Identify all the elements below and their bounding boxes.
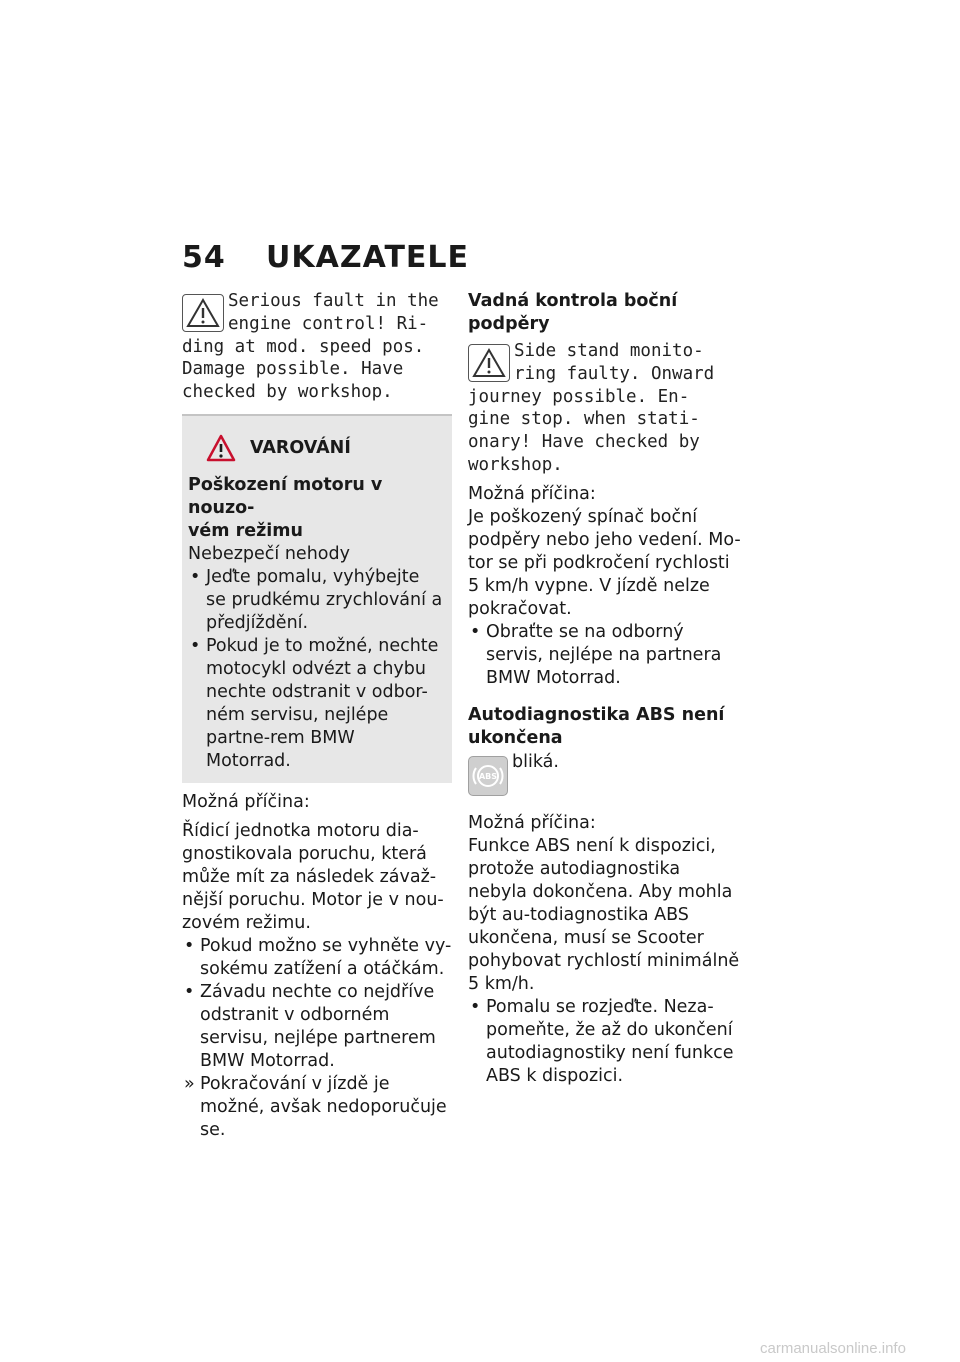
- display-message-block: [182, 290, 452, 404]
- list-item: • Pomalu se rozjeďte. Neza-pomeňte, že až do ukončení autodiagnostiky není funkce ABS k dispozici.: [470, 996, 734, 1086]
- cause-label: Možná příčina:: [468, 812, 596, 833]
- warning-box: [182, 416, 452, 783]
- cause-text: Je poškozený spínač boční podpěry nebo jeho vedení. Mo-tor se při podkročení rychlosti 5 km/h vypne. V jízdě nelze pokračovat.: [468, 506, 741, 619]
- warning-triangle-icon: [206, 434, 236, 462]
- warning-subtitle: Nebezpečí nehody: [188, 543, 350, 564]
- page-number: 54: [182, 240, 226, 275]
- result-item: » Pokračování v jízdě je možné, avšak nedoporučuje se.: [184, 1073, 447, 1140]
- abs-indicator-row: [468, 752, 743, 806]
- list-item: • Pokud je to možné, nechte motocykl odvézt a chybu nechte odstranit v odbor-ném servisu, nejlépe partne-rem BMW Motorrad.: [190, 635, 439, 771]
- warning-header: [188, 426, 444, 470]
- page-header: [182, 240, 469, 275]
- display-message-text: Side stand monito- ring faulty. Onward journey possible. En- gine stop. when stati- onary! Have checked by workshop.: [468, 341, 715, 475]
- list-item: • Obraťte se na odborný servis, nejlépe na partnera BMW Motorrad.: [470, 621, 722, 688]
- warning-triangle-icon: [468, 344, 510, 382]
- left-column: [182, 290, 452, 1142]
- right-column: [468, 290, 743, 1088]
- svg-text:ABS: ABS: [478, 771, 498, 781]
- list-item: • Závadu nechte co nejdříve odstranit v odborném servisu, nejlépe partnerem BMW Motorrad.: [184, 981, 436, 1071]
- abs-status-text: bliká.: [512, 751, 559, 772]
- warning-triangle-icon: [182, 294, 224, 332]
- abs-warning-icon: [468, 756, 508, 796]
- section-title: Vadná kontrola boční podpěry: [468, 291, 678, 334]
- cause-label: Možná příčina:: [468, 483, 596, 504]
- display-message-block: [468, 340, 743, 477]
- warning-title: Poškození motoru v nouzo- vém režimu: [188, 474, 383, 541]
- page-title: UKAZATELE: [266, 240, 470, 275]
- cause-text: Řídicí jednotka motoru dia-gnostikovala poruchu, která může mít za následek závaž-nější poruchu. Motor je v nou-zovém režimu.: [182, 820, 444, 933]
- section-title: Autodiagnostika ABS není ukončena: [468, 704, 725, 748]
- cause-text: Funkce ABS není k dispozici, protože autodiagnostika nebyla dokončena. Aby mohla být au-todiagnostika ABS ukončena, musí se Scooter pohybovat rychlostí minimálně 5 km/h.: [468, 835, 740, 994]
- display-message-text: Serious fault in the engine control! Ri- ding at mod. speed pos. Damage possible. Have checked by workshop.: [182, 291, 439, 403]
- cause-label: Možná příčina:: [182, 791, 310, 812]
- footer-watermark: carmanualsonline.info: [760, 1340, 906, 1357]
- list-item: • Pokud možno se vyhněte vy-sokému zatížení a otáčkám.: [184, 935, 452, 979]
- warning-label: VAROVÁNÍ: [250, 437, 351, 458]
- list-item: • Jeďte pomalu, vyhýbejte se prudkému zrychlování a předjíždění.: [190, 566, 443, 633]
